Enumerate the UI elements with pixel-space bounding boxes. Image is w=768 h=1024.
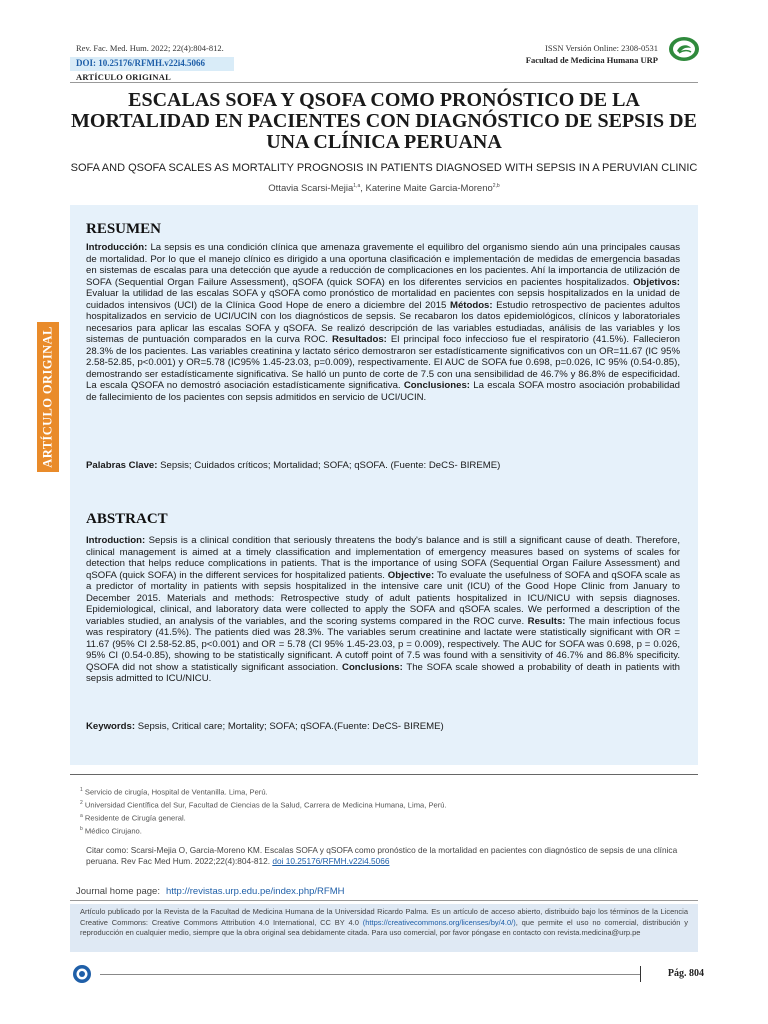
- side-tab-label: ARTÍCULO ORIGINAL: [40, 326, 55, 468]
- footer-divider: [100, 974, 640, 975]
- journal-home-link[interactable]: http://revistas.urp.edu.pe/index.php/RFMH: [165, 886, 345, 897]
- urp-logo-icon: [668, 36, 700, 62]
- resumen-text: Introducción: La sepsis es una condición clínica que amenaza gravemente el equilibro del organismo siendo aún una principales causas de mortalidad. Por lo que el manejo clínico es dirigido a una oportuna clasificación e implementación de medidas de emergencia basadas en sistemas de escalas para una detección que ayude a reducción de complicaciones en los pacientes. Ahí la importancia de utilización de SOFA (Sequential Organ Failure Assessment), qSOFA (quick SOFA) en los diferentes servicios en pacientes hospitalizados. Objetivos: Evaluar la utilidad de las escalas SOFA y qSOFA como pronóstico de mortalidad en pacientes con sepsis hospitalizados en la unidad de cuidados intensivos (UCI) de la Clínica Good Hope de enero a diciembre del 2015 Métodos: Estudio retrospectivo de pacientes adultos hospitalizados en servicio de UCI/UCIN con los diagnósticos de sepsis. Se recabaron los datos epidemiológicos, clínicos y laboratoriales necesarios para aplicar las escalas SOFA y qSOFA. Se realizó descripción de las variables estudiadas, análisis de las variables y los sistemas de puntuación comparados en la curva ROC. Resultados: El principal foco infeccioso fue el respiratorio (41.5%). Fallecieron 28.3% de los pacientes. Las variables creatinina y lactato sérico demostraron ser estadísticamente significativos con un OR=11.67 (IC 95% 2.58-52.85, p<0.001) y OR=5.78 (IC95% 1.45-23.03, p=0.009), respectivamente. El AUC de SOFA fue 0.698, p=0.026, IC 95% (0.54-0.85), demostrando ser estadísticamente significativa. Se halló un punto de corte de 7.5 con una sensibilidad de 46.7% y 86.8% de especificidad. La escala QSOFA no demostró asociación estadísticamente significativa. Conclusiones: La escala SOFA mostro asociación probabilidad de fallecimiento de los pacientes con sepsis admitidos en servicio de UCI/UCIN.: [86, 242, 680, 403]
- footnote: $^a$ Residente de Cirugía general.: [80, 813, 186, 823]
- article-title: ESCALAS SOFA Y QSOFA COMO PRONÓSTICO DE LA MORTALIDAD EN PACIENTES CON DIAGNÓSTICO DE SEPSIS DE UNA CLÍNICA PERUANA: [71, 89, 697, 153]
- issn-label: ISSN Versión Online: 2308-0531: [545, 43, 658, 53]
- faculty-label: Facultad de Medicina Humana URP: [525, 55, 658, 65]
- journal-info: [526, 42, 658, 66]
- journal-divider: [70, 900, 698, 901]
- license-link[interactable]: (https://creativecommons.org/licenses/by/4.0/): [362, 917, 516, 927]
- author-list: [70, 183, 698, 194]
- license-text: Artículo publicado por la Revista de la Facultad de Medicina Humana de la Universidad Ricardo Palma. Es un artículo de acceso abierto, distribuido bajo los términos de la Licencia Creative Commons: Creative Commons Attribution 4.0 International, CC BY 4.0 (https://creativecommons.org/licenses/by/4.0/), que permite el uso no comercial, distribución y reproducción en cualquier medio, siempre que la obra original sea debidamente citada. Para uso comercial, por favor póngase en contacto con revista.medicina@urp.pe: [80, 907, 688, 938]
- article-subtitle: SOFA AND QSOFA SCALES AS MORTALITY PROGNOSIS IN PATIENTS DIAGNOSED WITH SEPSIS IN A PERUVIAN CLINIC: [70, 162, 698, 174]
- palabras-clave: Palabras Clave: Sepsis; Cuidados críticos; Mortalidad; SOFA; qSOFA. (Fuente: DeCS- BIREME): [86, 460, 501, 471]
- footer-separator: [640, 966, 641, 982]
- affiliation-footnotes: [80, 785, 690, 838]
- page-number: Pág. 804: [667, 968, 704, 979]
- keywords: Keywords: Sepsis, Critical care; Mortality; SOFA; qSOFA.(Fuente: DeCS- BIREME): [86, 721, 444, 732]
- author-name: Katerine Maite Garcia-Moreno: [365, 183, 493, 195]
- urp-footer-logo-icon: [72, 964, 92, 984]
- footnote: $^2$ Universidad Científica del Sur, Facultad de Ciencias de la Salud, Carrera de Medicina Humana, Lima, Perú.: [80, 800, 447, 810]
- affiliation-mark: 2,b: [492, 183, 500, 189]
- citation-doi-link[interactable]: doi 10.25176/RFMH.v22i4.5066: [272, 856, 390, 866]
- citation-block: Citar como: Scarsi-Mejia O, Garcia-Moreno KM. Escalas SOFA y qSOFA como pronóstico de la mortalidad en pacientes con diagnóstico de sepsis de una clínica peruana. Rev Fac Med Hum. 2022;22(4):804-812. doi 10.25176/RFMH.v22i4.5066: [86, 845, 678, 866]
- doi-link[interactable]: DOI: 10.25176/RFMH.v22i4.5066: [76, 58, 205, 68]
- author-separator: ,: [360, 183, 366, 195]
- journal-home-label: Journal home page:: [76, 886, 160, 897]
- journal-home: [76, 886, 344, 897]
- footnote: $^1$ Servicio de cirugía, Hospital de Ventanilla. Lima, Perú.: [80, 787, 268, 797]
- abstract-heading: ABSTRACT: [86, 511, 168, 527]
- footnote: $^b$ Médico Cirujano.: [80, 826, 142, 836]
- footnote-divider: [70, 774, 698, 775]
- journal-citation-line: Rev. Fac. Med. Hum. 2022; 22(4):804-812.: [76, 43, 224, 53]
- author-name: Ottavia Scarsi-Mejia: [268, 183, 354, 195]
- affiliation-mark: 1,a: [353, 183, 361, 189]
- article-type-label: ARTÍCULO ORIGINAL: [76, 72, 171, 82]
- resumen-heading: RESUMEN: [86, 221, 162, 237]
- header-divider: [70, 82, 698, 83]
- abstract-text: Introduction: Sepsis is a clinical condition that seriously threatens the body's balance and is still a significant cause of death. Therefore, clinical management is aimed at a timely classification and implementation of emergency measures based on systems of scales for detection that helps reduce complications in patients. That is the importance of using SOFA (Sequential Organ Failure Assessment) and qSOFA (quick SOFA) in the different services for hospitalized patients. Objective: To evaluate the usefulness of SOFA and qSOFA scale as a predictor of mortality in patients with sepsis hospitalized in the intensive care unit (ICU) of the Good Hope Clinic from January to December 2015. Materials and methods: Retrospective study of adult patients hospitalized in ICU/NICU with sepsis diagnoses. Epidemiological, clinical, and laboratory data were collected to apply the SOFA and qSOFA scales. We performed a description of the variables studied, an analysis of the variables, and the scoring systems compared in the ROC curve. Results: The main infectious focus was respiratory (41.5%). The patients died was 28.3%. The variables serum creatinine and lactate were statistically significant with OR = 11.67 (95% CI 2.58-52.85, p<0.001) and OR = 5.78 (CI 95% 1.45-23.03, p = 0.009), respectively. The AUC for SOFA was 0.698, p = 0.026, 95% CI (0.54-0.85), showing to be statistically significant. A cutoff point of 7.5 was found with a sensitivity of 46.7% and 86.8% specificity. QSOFA did not show a statistically significant association. Conclusions: The SOFA scale showed a probability of death in patients with sepsis admitted to ICU/NICU.: [86, 535, 680, 684]
